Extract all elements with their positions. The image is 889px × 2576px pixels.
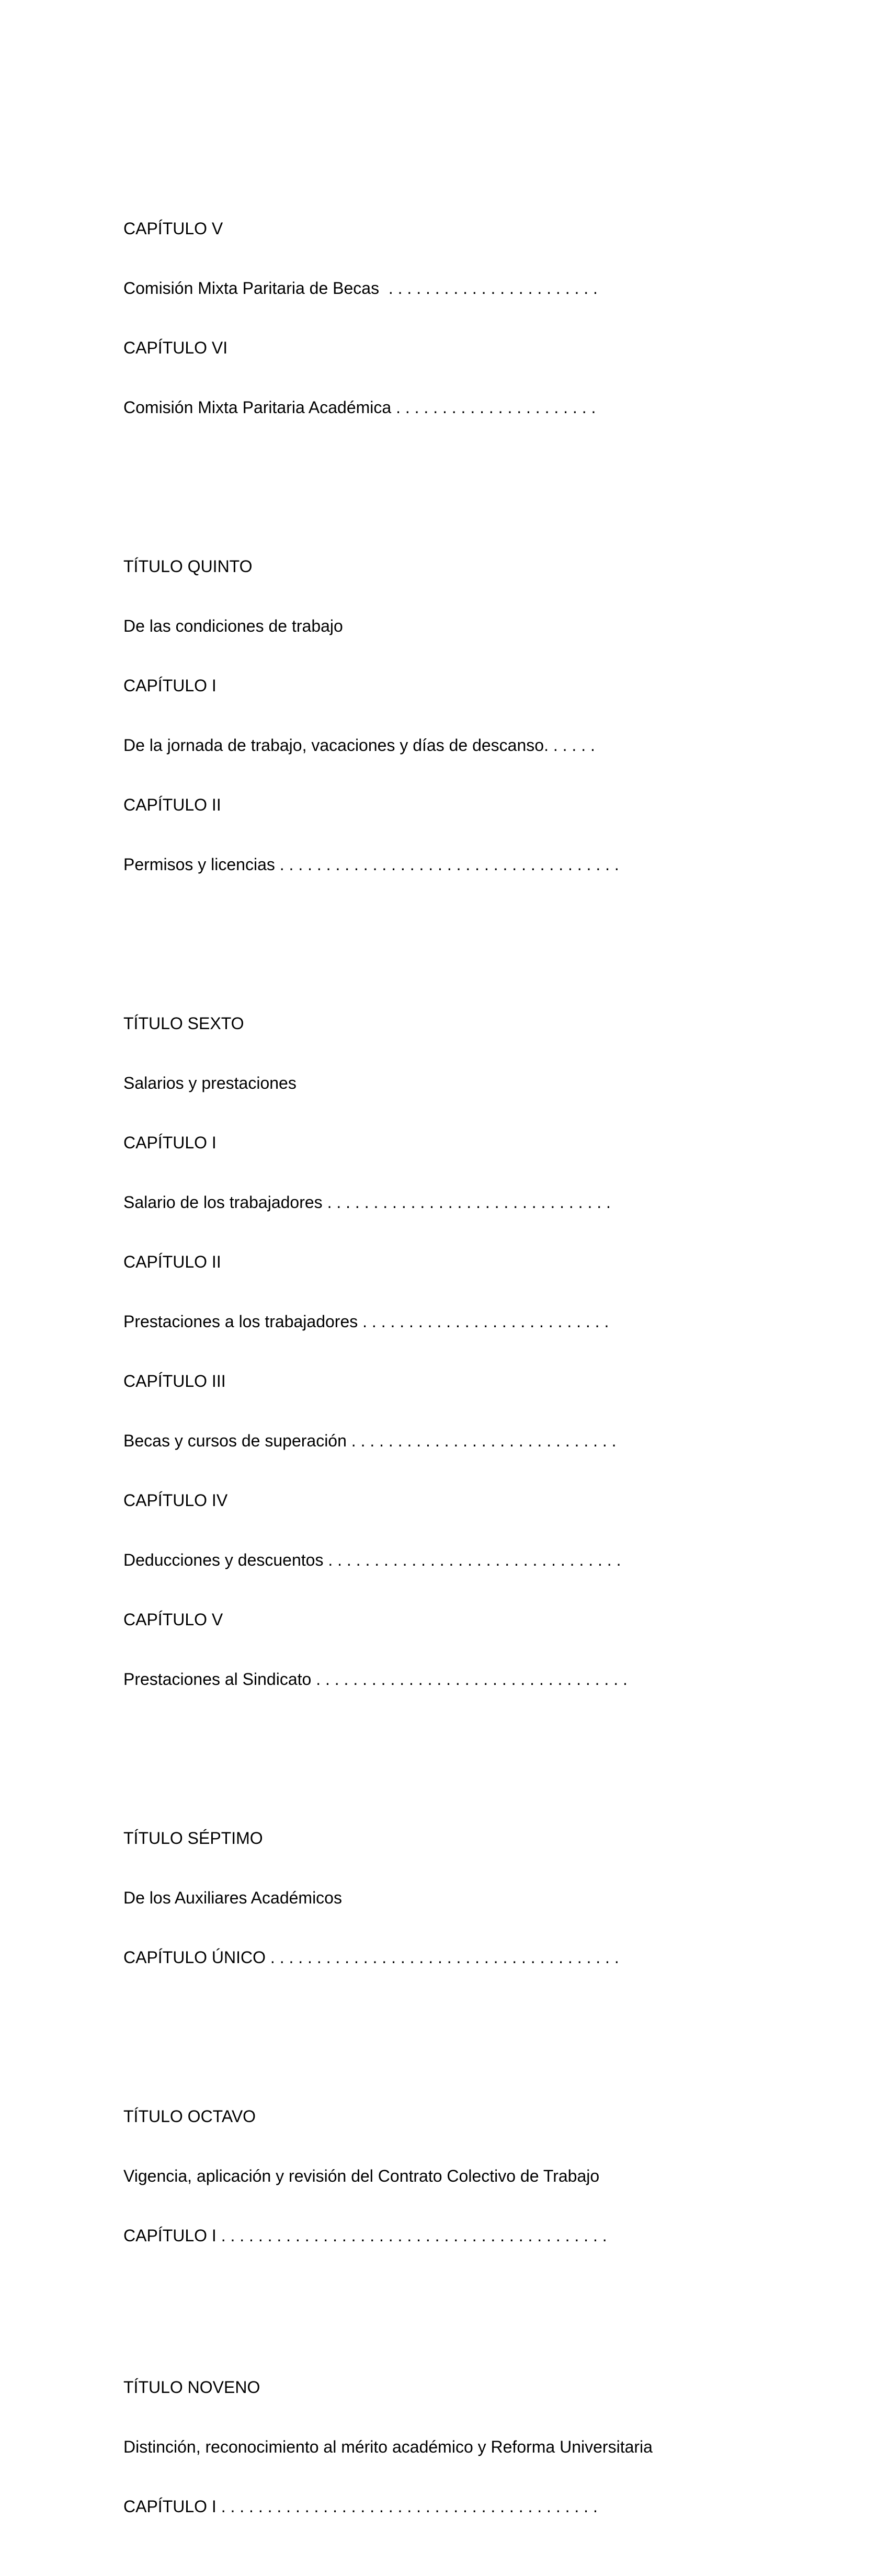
toc-title-subtitle: Distinción, reconocimiento al mérito académico y Reforma Universitaria [123,2437,653,2456]
toc-chapter-heading: CAPÍTULO III [123,1372,226,1390]
toc-chapter-heading: CAPÍTULO V [123,219,223,238]
toc-entry: Comisión Mixta Paritaria de Becas . . . . . . . . . . . . . . . . . . . . . . . [123,279,598,298]
table-of-contents [123,159,814,2576]
toc-entry: Prestaciones al Sindicato . . . . . . . . . . . . . . . . . . . . . . . . . . . . . . . . . . [123,1670,628,1689]
toc-title-subtitle: De los Auxiliares Académicos [123,1888,342,1907]
toc-title-heading: TÍTULO QUINTO [123,557,253,576]
toc-chapter-heading: CAPÍTULO VI [123,338,228,357]
toc-title-subtitle: Salarios y prestaciones [123,1074,297,1092]
toc-chapter-heading: CAPÍTULO I [123,676,216,695]
toc-entry: De la jornada de trabajo, vacaciones y días de descanso. . . . . . [123,736,595,755]
toc-chapter-heading: CAPÍTULO II [123,1252,221,1271]
toc-entry: Permisos y licencias . . . . . . . . . . . . . . . . . . . . . . . . . . . . . . . . . . . . . [123,855,619,874]
toc-entry: Prestaciones a los trabajadores . . . . . . . . . . . . . . . . . . . . . . . . . . . [123,1312,609,1331]
spacer [123,2027,814,2047]
toc-chapter-heading: CAPÍTULO I [123,1133,216,1152]
toc-chapter-heading: CAPÍTULO II [123,795,221,814]
spacer [123,1749,814,1769]
toc-entry: CAPÍTULO ÚNICO . . . . . . . . . . . . . . . . . . . . . . . . . . . . . . . . . . . . . . [123,1948,619,1967]
toc-entry: Comisión Mixta Paritaria Académica . . . . . . . . . . . . . . . . . . . . . . [123,398,596,417]
toc-chapter-heading: CAPÍTULO V [123,1610,223,1629]
toc-entry: Becas y cursos de superación . . . . . . . . . . . . . . . . . . . . . . . . . . . . . [123,1431,617,1450]
toc-entry: CAPÍTULO I . . . . . . . . . . . . . . . . . . . . . . . . . . . . . . . . . . . . . . . . . . [123,2226,607,2245]
toc-entry: Salario de los trabajadores . . . . . . . . . . . . . . . . . . . . . . . . . . . . . . . [123,1193,611,1212]
toc-title-subtitle: Vigencia, aplicación y revisión del Contrato Colectivo de Trabajo [123,2167,600,2185]
toc-chapter-heading: CAPÍTULO IV [123,1491,228,1510]
spacer [123,477,814,497]
spacer [123,2305,814,2318]
spacer [123,934,814,954]
toc-title-heading: TÍTULO NOVENO [123,2378,260,2397]
toc-entry: CAPÍTULO I . . . . . . . . . . . . . . . . . . . . . . . . . . . . . . . . . . . . . . . . . [123,2497,598,2516]
toc-title-heading: TÍTULO SEXTO [123,1014,244,1033]
toc-entry: Deducciones y descuentos . . . . . . . . . . . . . . . . . . . . . . . . . . . . . . . . [123,1551,621,1569]
toc-title-subtitle: De las condiciones de trabajo [123,617,343,635]
toc-title-heading: TÍTULO OCTAVO [123,2107,256,2126]
toc-title-heading: TÍTULO SÉPTIMO [123,1829,263,1848]
